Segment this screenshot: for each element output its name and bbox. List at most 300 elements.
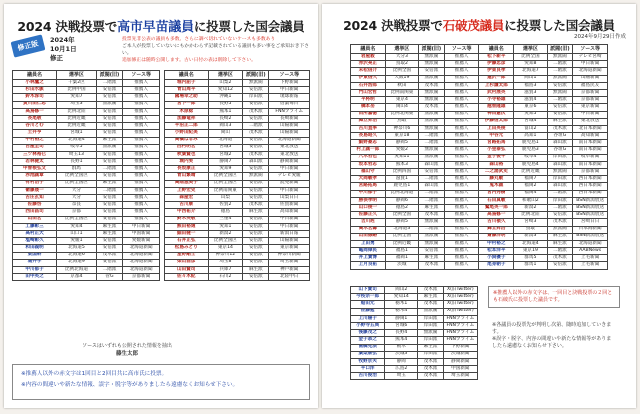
column-header: 派閥(旧)	[547, 45, 573, 54]
faction: 安倍派	[243, 87, 269, 94]
source: 推薦人	[444, 169, 479, 176]
source: 京都新聞	[123, 274, 160, 281]
district: 沖縄1	[208, 94, 243, 101]
member-name: 井上貴博	[351, 255, 386, 262]
faction: 茂木派	[243, 108, 269, 115]
table-header	[351, 45, 608, 54]
member-name: 神田憲次	[479, 111, 514, 118]
faction: 無派閥	[243, 80, 269, 87]
table-row	[165, 259, 310, 266]
member-name: 田中英之	[13, 274, 57, 281]
source: 推薦人	[123, 187, 160, 194]
district: 比例北関東	[385, 111, 418, 118]
member-name: 小野寺五典	[351, 322, 385, 329]
table-row	[13, 209, 160, 216]
source: 北海道新聞	[573, 68, 608, 75]
member-name: 牧野京夫	[351, 358, 385, 365]
faction: 無派閥	[418, 330, 443, 337]
district: 北海道4	[57, 137, 97, 144]
member-name: 森山裕	[479, 161, 514, 168]
faction: 森山派	[419, 161, 445, 168]
member-name: 高鳥修一	[479, 212, 514, 219]
source: 東京新聞	[573, 104, 608, 111]
member-name: 城内実	[165, 159, 209, 166]
district: 新潟2	[208, 230, 243, 237]
table-row	[351, 161, 608, 168]
faction: 無派閥	[419, 111, 445, 118]
member-name: 中西祐介	[165, 209, 209, 216]
faction: 二階派	[419, 226, 445, 233]
source: テレビ宮崎	[573, 54, 608, 61]
table-row	[351, 197, 608, 204]
district: 富山2	[514, 125, 547, 132]
column-header: 議員名	[479, 45, 514, 54]
source: 推薦人	[123, 94, 160, 101]
member-name: 石田真敏	[479, 197, 514, 204]
district: 京都4	[57, 274, 97, 281]
member-name: 小寺裕雄	[479, 97, 514, 104]
table-row	[351, 190, 608, 197]
table-row	[13, 87, 160, 94]
faction: 二階派	[419, 190, 445, 197]
source-note-text: ソースはいずれも公開された情報を抽出	[82, 343, 172, 349]
faction: 茂木派	[243, 202, 269, 209]
source: 東京新聞	[269, 245, 310, 252]
member-name: 金子恭之	[351, 337, 385, 344]
faction: 麻生派	[547, 240, 573, 247]
district: 比例全国区	[208, 180, 243, 187]
column-header: ソース等	[573, 45, 608, 54]
member-name: 森屋宏	[165, 195, 209, 202]
table-row	[351, 322, 478, 329]
ishiba-voters-page	[322, 4, 636, 408]
title-name: 石破茂議員	[442, 18, 505, 33]
member-name: 鬼木誠	[479, 183, 514, 190]
faction: 茂木派	[243, 130, 269, 137]
table-row	[351, 366, 478, 373]
source: 信濃毎日	[269, 101, 310, 108]
column-header: 選挙区	[208, 71, 243, 80]
voter-table-left-2	[164, 70, 310, 281]
member-name: 今枝宗一郎	[351, 294, 385, 301]
faction: 二階派	[547, 61, 573, 68]
faction: 安倍派	[96, 123, 122, 130]
source: 推薦人	[123, 209, 160, 216]
table-row	[351, 89, 608, 96]
source: 推薦人	[444, 140, 479, 147]
faction: 安倍派	[419, 248, 445, 255]
table-row	[351, 248, 608, 255]
district: 兵庫7	[208, 266, 243, 273]
member-name: 若林健太	[13, 159, 57, 166]
source: 推薦人	[444, 97, 479, 104]
table-row	[13, 101, 160, 108]
table-row	[165, 130, 310, 137]
district: 熊本3	[385, 161, 418, 168]
district: 滋賀4	[514, 97, 547, 104]
district: 滋賀3	[514, 89, 547, 96]
table-row	[165, 187, 310, 194]
faction: 安倍派	[243, 274, 269, 281]
member-name: 宮下一郎	[165, 101, 209, 108]
source: 中日新聞	[269, 187, 310, 194]
district: 北海道5	[57, 245, 97, 252]
table-row	[351, 308, 478, 315]
district: 石川2	[208, 274, 243, 281]
source: BSN新潟放送	[573, 233, 608, 240]
faction: 茂木派	[419, 104, 445, 111]
source: 中日新聞	[269, 223, 310, 230]
table-row	[13, 159, 160, 166]
table-row	[13, 94, 160, 101]
member-name: 國場幸之助	[165, 94, 209, 101]
member-name: 西村明宏	[165, 144, 209, 151]
table-row	[351, 75, 608, 82]
member-name: 中村裕之	[13, 137, 57, 144]
date-label: 修正	[50, 54, 63, 62]
member-name: 細田健一	[165, 230, 209, 237]
source: 中国新聞	[443, 366, 477, 373]
column-header: ソース等	[269, 71, 310, 80]
table-row	[351, 68, 608, 75]
district: 愛知14	[385, 294, 418, 301]
faction: 菅G	[96, 274, 122, 281]
district: 宮城2	[208, 151, 243, 158]
district: 岡山	[208, 130, 243, 137]
faction: 安倍派	[243, 101, 269, 108]
district: 静岡1	[385, 315, 418, 322]
member-name: 田所嘉徳	[351, 111, 386, 118]
district: 熊本4	[385, 337, 418, 344]
district: 比例全国	[385, 212, 418, 219]
member-name: 土井亨	[13, 130, 57, 137]
district: 比例全国区	[208, 173, 243, 180]
revised-badge: 修正版	[11, 34, 46, 57]
district: 岡山4	[385, 104, 418, 111]
faction: 岸田派	[547, 154, 573, 161]
table-row	[165, 87, 310, 94]
column-header: ソース等	[444, 45, 479, 54]
source: 推薦人	[444, 54, 479, 61]
district: 北海道3	[385, 226, 418, 233]
member-name: 木原稔	[165, 108, 209, 115]
member-name: 武村展英	[479, 89, 514, 96]
faction: 茂木派	[418, 301, 443, 308]
source: 静岡新聞	[443, 358, 477, 365]
source: 中国新聞	[123, 230, 160, 237]
faction: 安倍派	[96, 108, 122, 115]
member-name: 八木哲也	[351, 154, 386, 161]
member-name: 末松信介	[351, 68, 386, 75]
faction: 無派閥	[419, 54, 445, 61]
district: 愛知11	[385, 154, 418, 161]
faction: 安倍派	[96, 159, 122, 166]
table-row	[165, 274, 310, 281]
member-name: 高橋はるみ	[165, 137, 209, 144]
member-name: 上杉謙太郎	[479, 82, 514, 89]
member-name: 髙橋克法	[351, 344, 385, 351]
source: 北海道新聞	[573, 240, 608, 247]
source: 下野新聞	[269, 80, 310, 87]
faction: 谷垣G	[547, 133, 573, 140]
faction: 無派閥	[419, 233, 445, 240]
source: 北海道新聞	[123, 266, 160, 273]
faction: 茂木派	[96, 252, 122, 259]
member-name: 佐藤正久	[351, 212, 386, 219]
source: BSN新潟放送	[573, 212, 608, 219]
voter-table-right	[350, 44, 608, 270]
district: 群馬1	[514, 262, 547, 269]
table-row	[351, 358, 478, 365]
table-row	[351, 219, 608, 226]
district: 茨城3	[385, 351, 418, 358]
district: 鳥取	[385, 118, 418, 125]
member-name: 鈴木英敬	[165, 216, 209, 223]
faction: 安倍派	[243, 230, 269, 237]
table-row	[351, 154, 608, 161]
district: 和歌山2	[514, 197, 547, 204]
table-row	[351, 337, 478, 344]
district: 比例中国	[57, 87, 97, 94]
faction: 無派閥	[96, 144, 122, 151]
source: BSN新潟放送	[573, 204, 608, 211]
table-row	[351, 262, 608, 269]
table-row	[351, 204, 608, 211]
source: 神奈川新聞	[269, 252, 310, 259]
district: 栃木	[385, 344, 418, 351]
source: 推薦人	[444, 104, 479, 111]
district: 新潟2	[514, 204, 547, 211]
table-row	[165, 238, 310, 245]
table-row	[351, 82, 608, 89]
faction: 二階派	[419, 176, 445, 183]
faction: 茂木派	[418, 358, 443, 365]
source: 北海道新聞	[123, 252, 160, 259]
district: 岡山2	[385, 287, 418, 294]
member-name: 中川郁子	[13, 266, 57, 273]
district: 比例全国区	[57, 180, 97, 187]
district: 北海道7	[514, 68, 547, 75]
disclaimer-note: 追加修正は随時公開します。古い日付の表は削除して下さい。	[122, 58, 256, 63]
source: 推薦人	[444, 219, 479, 226]
district: 愛知9	[208, 166, 243, 173]
district: 比例北陸	[514, 212, 547, 219]
district: 長野4	[385, 330, 418, 337]
member-name: 尾身朝子	[479, 262, 514, 269]
district: 静岡5	[385, 219, 418, 226]
table-header	[165, 71, 310, 80]
faction: 安倍派	[547, 212, 573, 219]
district: 宮崎3	[514, 219, 547, 226]
author-name: 藤生太郎	[115, 351, 138, 357]
member-name: 塩崎彰久	[13, 238, 57, 245]
faction: 岸田派	[418, 337, 443, 344]
district: 神奈川12	[208, 252, 243, 259]
table-row	[351, 330, 478, 337]
district: 北海道6	[57, 252, 97, 259]
table-row	[351, 226, 608, 233]
table-row	[13, 173, 160, 180]
member-name: 佐藤啓	[13, 202, 57, 209]
member-name: 古川俊治	[351, 373, 385, 380]
member-name: 青山繁晴	[165, 173, 209, 180]
source: 埼玉新聞	[443, 373, 477, 380]
table-row	[13, 252, 160, 259]
member-name: 勝俣孝明	[351, 197, 386, 204]
member-name: 有村治子	[13, 180, 57, 187]
member-name: 三ツ林裕巳	[13, 151, 57, 158]
faction: 安倍派	[96, 209, 122, 216]
date-year: 2024年	[50, 36, 75, 44]
district: 愛知7	[57, 94, 97, 101]
faction: 安倍派	[243, 195, 269, 202]
table-row	[13, 245, 160, 252]
source: 上毛新聞	[573, 255, 608, 262]
source: 山梨日日	[269, 195, 310, 202]
district: 比例全国区	[208, 238, 243, 245]
district: 鳥取2	[385, 61, 418, 68]
district: 佐賀2	[208, 202, 243, 209]
faction: 安倍派	[96, 202, 122, 209]
table-row	[165, 108, 310, 115]
table-row	[351, 351, 478, 358]
faction: 二階派	[243, 123, 269, 130]
faction: 森山派	[547, 161, 573, 168]
table-row	[351, 344, 478, 351]
faction: 安倍派	[243, 216, 269, 223]
member-name: 二之湯武史	[479, 169, 514, 176]
table-row	[13, 274, 160, 281]
faction: 安倍派	[96, 259, 122, 266]
table-header	[13, 71, 160, 80]
faction: 無派閥	[419, 75, 445, 82]
faction: 二階派	[419, 140, 445, 147]
faction: 岸田派	[418, 322, 443, 329]
faction: 茂木派	[547, 255, 573, 262]
source: 長崎新聞	[269, 115, 310, 122]
faction: 茂木派	[243, 151, 269, 158]
source: 推薦人	[123, 151, 160, 158]
table-row	[165, 209, 310, 216]
district: 鳥取	[514, 226, 547, 233]
source: FNNプライム	[269, 108, 310, 115]
title-prefix: 2024 決戦投票で	[343, 18, 443, 33]
faction: 安倍派	[547, 111, 573, 118]
source: 推薦人	[444, 262, 479, 269]
member-name: 堀井学	[13, 259, 57, 266]
member-name: 柴山昌彦	[165, 259, 209, 266]
table-row	[165, 223, 310, 230]
table-row	[165, 137, 310, 144]
source: 北海道新聞	[269, 137, 310, 144]
table-row	[13, 115, 160, 122]
faction: 茂木派	[547, 125, 573, 132]
faction: 安倍派	[96, 94, 122, 101]
faction: 安倍派	[243, 245, 269, 252]
column-header: ソース等	[123, 71, 160, 80]
source: 京都新聞	[573, 97, 608, 104]
source: 推薦人	[444, 61, 479, 68]
faction: 二階派	[547, 97, 573, 104]
source: 推薦人	[444, 212, 479, 219]
table-row	[351, 97, 608, 104]
footer-note-2: ※内容の間違いや新たな情報、誤字・脱字等がありましたら遠慮なくお知らせ下さい。	[21, 382, 239, 388]
faction: 二階派	[419, 197, 445, 204]
table-row	[165, 123, 310, 130]
member-name: 古川直季	[351, 125, 386, 132]
column-header: 選挙区	[57, 71, 97, 80]
table-row	[351, 61, 608, 68]
member-name: 古屋圭司	[13, 144, 57, 151]
source: 山陽新聞	[269, 238, 310, 245]
source: 推薦人	[444, 190, 479, 197]
member-name: 石井浩郎	[351, 82, 386, 89]
table-row	[351, 176, 608, 183]
source: 南日本新聞	[573, 147, 608, 154]
faction: 麻生派	[418, 294, 443, 301]
table-row	[351, 104, 608, 111]
table-row	[165, 115, 310, 122]
table-row	[351, 240, 608, 247]
table-row	[165, 266, 310, 273]
table-row	[351, 287, 478, 294]
member-name: 古川禎久	[479, 219, 514, 226]
district: 岐阜5	[57, 144, 97, 151]
district: 比例近畿	[57, 123, 97, 130]
district: 神奈川6	[385, 125, 418, 132]
member-name: 石井正弘	[165, 238, 209, 245]
table-row	[13, 144, 160, 151]
faction: 安倍派	[96, 173, 122, 180]
faction: 麻生派	[419, 255, 445, 262]
district: 長野1	[57, 159, 97, 166]
table-row	[13, 202, 160, 209]
column-header: 議員名	[13, 71, 57, 80]
member-name: 衛藤晟一	[13, 187, 57, 194]
table-row	[351, 301, 478, 308]
district: 静岡7	[208, 159, 243, 166]
district: 群馬5	[514, 255, 547, 262]
table-row	[165, 80, 310, 87]
disclaimer-note: 投票先非公表の議員も多数、さらに調べ切れていないケースも多数あり	[122, 37, 276, 42]
faction: 安倍派	[243, 187, 269, 194]
source: 西日本新聞	[573, 183, 608, 190]
source: 京都新聞	[573, 89, 608, 96]
faction: 二階派	[419, 133, 445, 140]
member-name: 鷲尾英一郎	[479, 204, 514, 211]
source: 推薦人	[444, 233, 479, 240]
district: 埼玉	[385, 373, 418, 380]
table-row	[13, 108, 160, 115]
district: 栃木1	[385, 301, 418, 308]
footer-note-1: ※推薦人以外の赤文字は1回目と2回目共に高市氏に投票。	[21, 371, 168, 377]
table-row	[165, 230, 310, 237]
source: 東北放送	[269, 144, 310, 151]
faction: 無派閥	[419, 97, 445, 104]
member-name: 藤丸敏	[479, 176, 514, 183]
source: 推薦人	[444, 118, 479, 125]
table-row	[165, 195, 310, 202]
table-row	[13, 180, 160, 187]
source: 推薦人	[123, 108, 160, 115]
faction: 無派閥	[419, 240, 445, 247]
faction: 安倍派	[419, 169, 445, 176]
faction: 森山派	[547, 183, 573, 190]
source: 推薦人	[444, 240, 479, 247]
district: 静岡6	[385, 197, 418, 204]
source: FNNプライム	[443, 337, 477, 344]
district: 鹿児島1	[385, 183, 418, 190]
